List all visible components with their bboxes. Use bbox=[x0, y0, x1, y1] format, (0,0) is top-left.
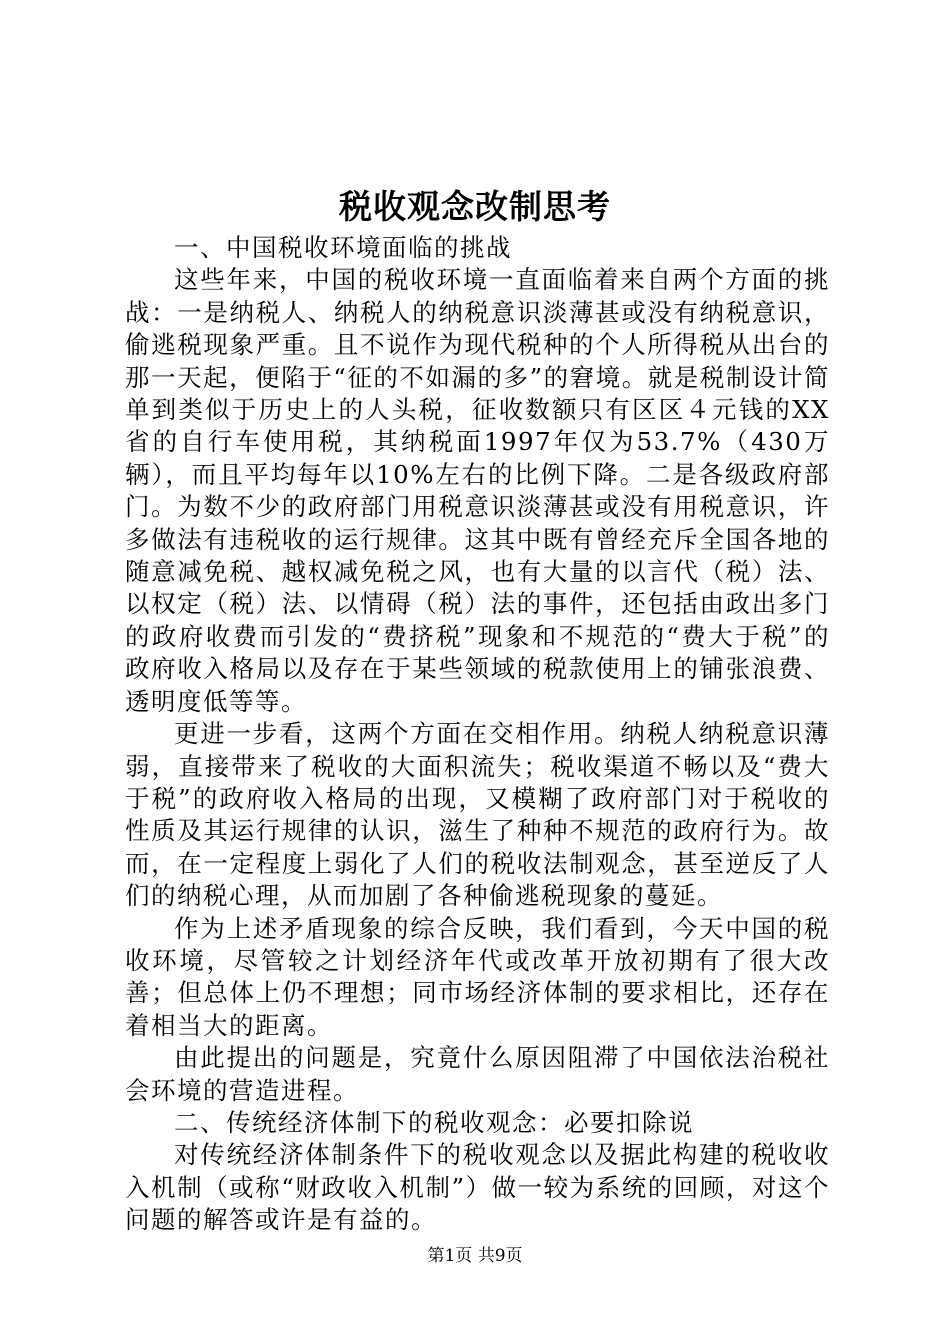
page-footer: 第1页 共9页 bbox=[427, 1246, 523, 1266]
paragraph-2: 更进一步看，这两个方面在交相作用。纳税人纳税意识薄弱，直接带来了税收的大面积流失；税收渠道不畅以及“费大于税”的政府收入格局的出现，又模糊了政府部门对于税收的性质及其运行规律的认识，滋生了种种不规范的政府行为。故而，在一定程度上弱化了人们的税收法制观念，甚至逆反了人们的纳税心理，从而加剧了各种偷逃税现象的蔓延。 bbox=[125, 719, 830, 911]
paragraph-5: 对传统经济体制条件下的税收观念以及据此构建的税收收入机制（或称“财政收入机制”）做一较为系统的回顾，对这个问题的解答或许是有益的。 bbox=[125, 1140, 830, 1235]
document-title: 税收观念改制思考 bbox=[339, 187, 611, 226]
paragraph-1: 这些年来，中国的税收环境一直面临着来自两个方面的挑战：一是纳税人、纳税人的纳税意识淡薄甚或没有纳税意识，偷逃税现象严重。且不说作为现代税种的个人所得税从出台的那一天起，便陷于“征的不如漏的多”的窘境。就是税制设计简单到类似于历史上的人头税，征收数额只有区区４元钱的XX省的自行车使用税，其纳税面1997年仅为53.7%（430万辆），而且平均每年以10%左右的比例下降。二是各级政府部门。为数不少的政府部门用税意识淡薄甚或没有用税意识，许多做法有违税收的运行规律。这其中既有曾经充斥全国各地的随意减免税、越权减免税之风，也有大量的以言代（税）法、以权定（税）法、以情碍（税）法的事件，还包括由政出多门的政府收费而引发的“费挤税”现象和不规范的“费大于税”的政府收入格局以及存在于某些领域的税款使用上的铺张浪费、透明度低等等。 bbox=[125, 265, 830, 716]
section-heading-1: 一、中国税收环境面临的挑战 bbox=[174, 233, 512, 262]
document-body bbox=[125, 232, 830, 1237]
section-heading-2: 二、传统经济体制下的税收观念：必要扣除说 bbox=[174, 1107, 694, 1137]
paragraph-4: 由此提出的问题是，究竟什么原因阻滞了中国依法治税社会环境的营造进程。 bbox=[125, 1043, 830, 1105]
paragraph-3: 作为上述矛盾现象的综合反映，我们看到，今天中国的税收环境，尽管较之计划经济年代或改革开放初期有了很大改善；但总体上仍不理想；同市场经济体制的要求相比，还存在着相当大的距离。 bbox=[125, 913, 830, 1040]
